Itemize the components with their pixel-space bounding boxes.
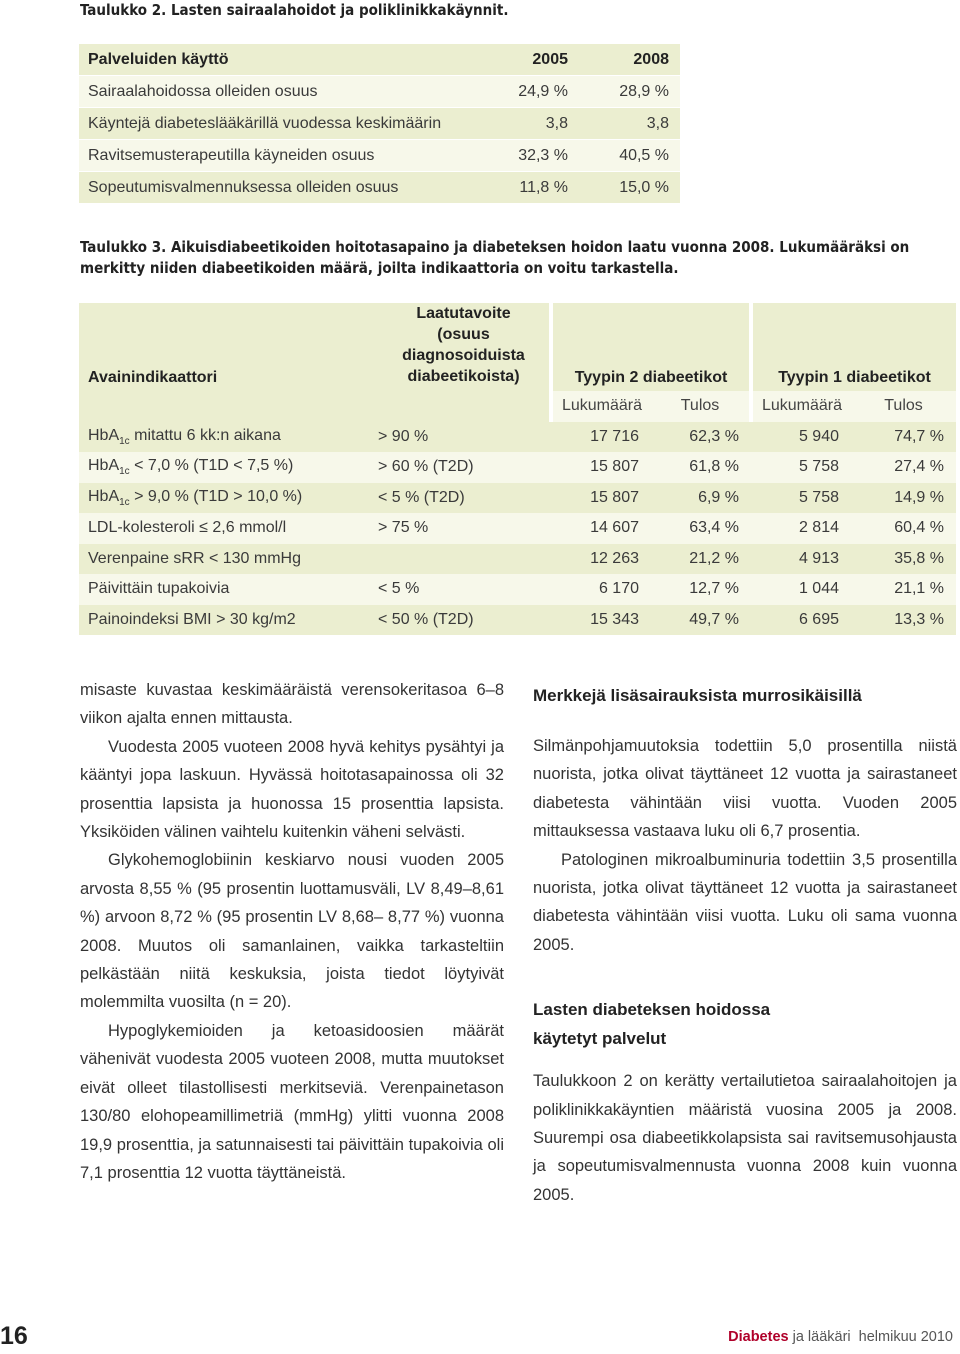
hba-text: HbA — [88, 487, 120, 505]
target-cell: < 5 % (T2D) — [369, 483, 551, 514]
result-cell: 27,4 % — [851, 452, 956, 483]
count-cell: 15 807 — [551, 483, 651, 514]
publication-name: Diabetes — [728, 1329, 789, 1345]
count-cell: 4 913 — [751, 544, 851, 575]
count-cell: 6 170 — [551, 574, 651, 605]
indicator-cell: Päivittäin tupakoivia — [79, 574, 369, 605]
table-header-row — [79, 303, 956, 391]
result-cell: 14,9 % — [851, 483, 956, 514]
section-heading: Merkkejä lisäsairauksista murrosikäisillä — [533, 686, 862, 705]
table-row — [79, 140, 680, 172]
result-cell: 35,8 % — [851, 544, 956, 575]
right-text-column — [533, 681, 957, 1209]
table-cell: 3,8 — [478, 108, 579, 140]
table-cell: 11,8 % — [478, 172, 579, 204]
table-cell: Käyntejä diabeteslääkärillä vuodessa keskimäärin — [79, 108, 478, 140]
header-target-line: Laatutavoite — [416, 305, 511, 322]
table-header-cell: 2008 — [579, 44, 680, 76]
hba-text: HbA — [88, 457, 120, 475]
subheader-result: Tulos — [851, 391, 956, 422]
result-cell: 6,9 % — [651, 483, 751, 514]
table-row — [79, 513, 956, 544]
table-cell: 32,3 % — [478, 140, 579, 172]
paragraph: Patologinen mikroalbuminuria todettiin 3,5 prosentilla nuorista, jotka olivat täyttäneet 12 vuotta ja sairastaneet diabetesta vähintään viisi vuotta. Luku oli sama vuonna 2005. — [533, 850, 957, 954]
table-cell: 24,9 % — [478, 76, 579, 108]
target-cell: > 75 % — [369, 513, 551, 544]
table-row — [79, 452, 956, 483]
count-cell: 17 716 — [551, 422, 651, 453]
table3-caption: Taulukko 3. Aikuisdiabeetikoiden hoitotasapaino ja diabeteksen hoidon laatu vuonna 2008. Lukumääräksi on merkitty niiden diabeetikoiden määrä, joilta indikaattoria on voitu tarkastella. — [80, 238, 910, 277]
paragraph: Hypoglykemioiden ja ketoasidoosien määrät vähenivät vuodesta 2005 vuoteen 2008, mutta muutokset eivät olleet tilastollisesti merkitseviä. Verenpainetason 130/80 elohopeamillimetriä (mmHg) ylitti vuonna 2008 19,9 prosenttia, ja satunnaisesti tai päivittäin tupakoivia oli 7,1 prosenttia 12 vuotta täyttäneistä. — [80, 1021, 504, 1182]
count-cell: 15 807 — [551, 452, 651, 483]
indicator-cell — [79, 422, 369, 453]
table-row — [79, 108, 680, 140]
table2-services — [79, 44, 680, 204]
indicator-text: < 7,0 % (T1D < 7,5 %) — [129, 457, 294, 475]
result-cell: 61,8 % — [651, 452, 751, 483]
hba-text: HbA — [88, 426, 120, 444]
target-cell: < 50 % (T2D) — [369, 605, 551, 636]
paragraph: Taulukkoon 2 on kerätty vertailutietoa sairaalahoitojen ja poliklinikkakäyntien määristä vuosina 2005 ja 2008. Suurempi osa diabeetikkolapsista sai ravitsemusohjausta ja sopeutumisvalmennusta vuonna 2008 kuin vuonna 2005. — [533, 1072, 957, 1204]
indicator-cell — [79, 452, 369, 483]
count-cell: 5 758 — [751, 483, 851, 514]
table-cell: 28,9 % — [579, 76, 680, 108]
result-cell: 12,7 % — [651, 574, 751, 605]
target-cell: > 60 % (T2D) — [369, 452, 551, 483]
table-row — [79, 172, 680, 204]
result-cell: 74,7 % — [851, 422, 956, 453]
count-cell: 14 607 — [551, 513, 651, 544]
table-cell: 15,0 % — [579, 172, 680, 204]
table-row — [79, 422, 956, 453]
header-type1: Tyypin 1 diabeetikot — [751, 303, 956, 391]
indicator-cell: LDL-kolesteroli ≤ 2,6 mmol/l — [79, 513, 369, 544]
section-heading — [533, 995, 957, 1053]
publication-name-suffix: ja lääkäri — [792, 1329, 851, 1345]
table2-caption: Taulukko 2. Lasten sairaalahoidot ja poliklinikkakäynnit. — [80, 1, 509, 19]
table-header-cell: 2005 — [478, 44, 579, 76]
result-cell: 21,2 % — [651, 544, 751, 575]
paragraph: Vuodesta 2005 vuoteen 2008 hyvä kehitys pysähtyi ja kääntyi jopa laskuun. Hyvässä hoitotasapainossa oli 32 prosenttia lapsista ja huonossa 15 prosenttia lapsista. Yksiköiden välinen vaihtelu kuitenkin väheni selvästi. — [80, 737, 504, 842]
left-text-column — [80, 676, 504, 1187]
header-type2: Tyypin 2 diabeetikot — [551, 303, 751, 391]
target-cell: < 5 % — [369, 574, 551, 605]
table-cell: 3,8 — [579, 108, 680, 140]
subheader-result: Tulos — [651, 391, 751, 422]
indicator-text: > 9,0 % (T1D > 10,0 %) — [129, 487, 303, 505]
subscript-1c: 1c — [119, 496, 130, 508]
count-cell: 5 758 — [751, 452, 851, 483]
subheader-count: Lukumäärä — [751, 391, 851, 422]
subheader-blank — [369, 391, 551, 422]
table-row — [79, 483, 956, 514]
indicator-cell: Verenpaine sRR < 130 mmHg — [79, 544, 369, 575]
table-row — [79, 544, 956, 575]
header-target-line: diabeetikoista) — [407, 368, 520, 385]
result-cell: 49,7 % — [651, 605, 751, 636]
target-cell — [369, 544, 551, 575]
table3-quality — [79, 303, 956, 635]
publication-footer — [728, 1329, 953, 1345]
table-cell: Sopeutumisvalmennuksessa olleiden osuus — [79, 172, 478, 204]
subscript-1c: 1c — [119, 466, 130, 478]
count-cell: 12 263 — [551, 544, 651, 575]
result-cell: 63,4 % — [651, 513, 751, 544]
result-cell: 60,4 % — [851, 513, 956, 544]
count-cell: 2 814 — [751, 513, 851, 544]
header-target-line: (osuus diagnosoiduista — [402, 326, 525, 364]
subscript-1c: 1c — [119, 435, 130, 447]
table-row — [79, 605, 956, 636]
section-heading-line: käytetyt palvelut — [533, 1029, 667, 1049]
subheader-count: Lukumäärä — [551, 391, 651, 422]
header-indicator: Avainindikaattori — [79, 303, 369, 391]
paragraph: misaste kuvastaa keskimääräistä verensokeritasoa 6–8 viikon ajalta ennen mittausta. — [80, 681, 504, 728]
subheader-blank — [79, 391, 369, 422]
paragraph: Silmänpohjamuutoksia todettiin 5,0 prosentilla niistä nuorista, jotka olivat täyttäneet 12 vuotta ja sairastaneet diabetesta vähintään viisi vuotta. Vuoden 2005 mittauksessa vastaava luku oli 6,7 prosentia. — [533, 737, 957, 841]
table-cell: Ravitsemusterapeutilla käyneiden osuus — [79, 140, 478, 172]
issue-date: helmikuu 2010 — [858, 1329, 953, 1345]
paragraph: Glykohemoglobiinin keskiarvo nousi vuoden 2005 arvosta 8,55 % (95 prosentin luottamusväli, LV 8,49–8,61 %) arvoon 8,72 % (95 prosentin LV 8,68– 8,77 %) vuonna 2008. Muutos oli samanlainen, vaikka tarkasteltiin pelkästään niitä keskuksia, joista tiedot löytyivät molemmilta vuosilta (n = 20). — [80, 851, 504, 1012]
result-cell: 13,3 % — [851, 605, 956, 636]
count-cell: 6 695 — [751, 605, 851, 636]
result-cell: 62,3 % — [651, 422, 751, 453]
section-heading-line: Lasten diabeteksen hoidossa — [533, 1000, 771, 1020]
count-cell: 1 044 — [751, 574, 851, 605]
table-row — [79, 76, 680, 108]
table-header-cell: Palveluiden käyttö — [79, 44, 478, 76]
table-row — [79, 574, 956, 605]
table-cell: Sairaalahoidossa olleiden osuus — [79, 76, 478, 108]
table-header-row — [79, 44, 680, 76]
count-cell: 5 940 — [751, 422, 851, 453]
header-quality-target — [369, 303, 551, 391]
indicator-text: mitattu 6 kk:n aikana — [129, 426, 281, 444]
result-cell: 21,1 % — [851, 574, 956, 605]
page-number: 16 — [0, 1322, 28, 1350]
count-cell: 15 343 — [551, 605, 651, 636]
target-cell: > 90 % — [369, 422, 551, 453]
indicator-cell: Painoindeksi BMI > 30 kg/m2 — [79, 605, 369, 636]
table-cell: 40,5 % — [579, 140, 680, 172]
indicator-cell — [79, 483, 369, 514]
table-subheader-row — [79, 391, 956, 422]
